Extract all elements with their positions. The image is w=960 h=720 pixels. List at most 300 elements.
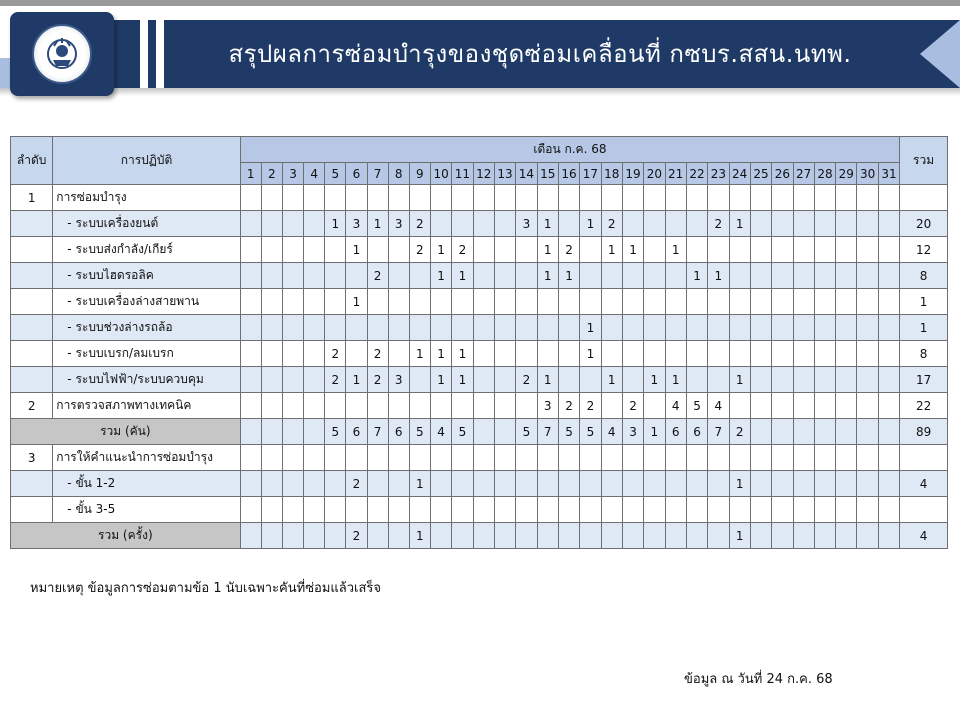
day-cell — [409, 289, 430, 315]
day-cell — [304, 185, 325, 211]
day-cell: 1 — [346, 289, 367, 315]
day-cell: 1 — [537, 263, 558, 289]
day-cell — [473, 367, 494, 393]
day-cell: 1 — [601, 367, 622, 393]
day-cell — [304, 471, 325, 497]
section-row — [11, 393, 948, 419]
day-cell — [430, 393, 451, 419]
day-cell — [665, 185, 686, 211]
day-cell — [304, 523, 325, 549]
day-cell — [558, 289, 579, 315]
day-cell — [836, 497, 857, 523]
day-cell — [516, 341, 537, 367]
day-cell — [494, 237, 515, 263]
day-cell: 1 — [729, 471, 750, 497]
day-cell — [601, 315, 622, 341]
day-cell — [558, 341, 579, 367]
section-row — [11, 445, 948, 471]
day-cell — [516, 393, 537, 419]
day-cell — [367, 445, 388, 471]
day-cell — [729, 341, 750, 367]
day-cell — [388, 185, 409, 211]
day-cell — [622, 289, 643, 315]
day-cell — [409, 185, 430, 211]
day-cell — [325, 471, 346, 497]
day-cell — [814, 263, 835, 289]
day-cell: 1 — [729, 523, 750, 549]
day-cell — [304, 497, 325, 523]
day-cell — [814, 185, 835, 211]
day-cell — [686, 497, 707, 523]
day-cell — [601, 341, 622, 367]
day-cell — [409, 393, 430, 419]
day-cell — [708, 289, 729, 315]
day-cell — [750, 289, 771, 315]
day-cell — [708, 341, 729, 367]
day-cell: 2 — [409, 237, 430, 263]
day-cell — [494, 289, 515, 315]
day-cell — [772, 523, 793, 549]
day-cell — [282, 523, 303, 549]
day-cell — [814, 237, 835, 263]
row-total — [900, 497, 948, 523]
day-cell — [814, 445, 835, 471]
day-header: 1 — [240, 163, 261, 185]
day-cell: 1 — [686, 263, 707, 289]
day-cell — [494, 497, 515, 523]
day-cell: 3 — [346, 211, 367, 237]
day-cell — [261, 393, 282, 419]
day-cell — [750, 497, 771, 523]
day-cell — [878, 263, 899, 289]
day-cell — [430, 185, 451, 211]
day-cell — [836, 445, 857, 471]
day-cell — [452, 185, 473, 211]
day-cell: 2 — [452, 237, 473, 263]
day-header: 27 — [793, 163, 814, 185]
row-number — [11, 367, 53, 393]
day-cell: 1 — [580, 315, 601, 341]
day-header: 23 — [708, 163, 729, 185]
day-cell — [580, 289, 601, 315]
day-cell: 7 — [708, 419, 729, 445]
day-cell — [772, 341, 793, 367]
day-cell — [793, 211, 814, 237]
logo-box — [10, 12, 114, 96]
day-cell: 5 — [452, 419, 473, 445]
day-cell — [857, 471, 878, 497]
day-cell — [240, 289, 261, 315]
day-header: 12 — [473, 163, 494, 185]
day-cell — [473, 393, 494, 419]
day-cell — [686, 523, 707, 549]
day-header: 11 — [452, 163, 473, 185]
day-cell — [240, 367, 261, 393]
day-cell — [346, 393, 367, 419]
day-cell — [686, 211, 707, 237]
day-cell — [772, 289, 793, 315]
day-header: 18 — [601, 163, 622, 185]
day-cell — [325, 185, 346, 211]
row-total: 8 — [900, 263, 948, 289]
day-cell — [473, 289, 494, 315]
table-row — [11, 497, 948, 523]
day-header: 22 — [686, 163, 707, 185]
day-cell — [240, 237, 261, 263]
day-cell — [836, 263, 857, 289]
day-cell: 1 — [409, 471, 430, 497]
day-cell — [836, 315, 857, 341]
day-cell — [601, 523, 622, 549]
day-cell — [686, 367, 707, 393]
day-cell: 3 — [537, 393, 558, 419]
header-task: การปฏิบัติ — [53, 137, 240, 185]
day-cell: 3 — [388, 211, 409, 237]
row-total: 1 — [900, 315, 948, 341]
day-cell — [644, 211, 665, 237]
day-cell — [878, 497, 899, 523]
day-cell — [750, 263, 771, 289]
day-cell — [282, 263, 303, 289]
day-cell: 1 — [558, 263, 579, 289]
day-cell: 1 — [452, 263, 473, 289]
day-cell: 1 — [452, 367, 473, 393]
day-cell — [346, 445, 367, 471]
day-cell — [325, 393, 346, 419]
day-cell: 1 — [367, 211, 388, 237]
day-cell — [644, 341, 665, 367]
day-cell — [473, 497, 494, 523]
day-cell — [729, 393, 750, 419]
row-number: 2 — [11, 393, 53, 419]
day-cell — [494, 445, 515, 471]
day-cell: 2 — [622, 393, 643, 419]
day-cell — [473, 523, 494, 549]
day-cell — [452, 315, 473, 341]
day-cell: 1 — [325, 211, 346, 237]
day-header: 30 — [857, 163, 878, 185]
day-cell — [346, 497, 367, 523]
day-cell — [473, 315, 494, 341]
day-header: 13 — [494, 163, 515, 185]
day-cell — [793, 471, 814, 497]
day-cell — [814, 497, 835, 523]
day-header: 16 — [558, 163, 579, 185]
row-number — [11, 237, 53, 263]
header-month: เดือน ก.ค. 68 — [240, 137, 900, 163]
table-row — [11, 211, 948, 237]
day-cell: 6 — [388, 419, 409, 445]
day-cell: 1 — [430, 263, 451, 289]
day-cell — [708, 445, 729, 471]
repair-summary-table — [10, 136, 948, 549]
day-cell — [750, 445, 771, 471]
day-cell — [558, 523, 579, 549]
day-cell — [494, 263, 515, 289]
day-cell: 1 — [665, 367, 686, 393]
day-cell — [304, 315, 325, 341]
day-cell — [601, 445, 622, 471]
day-cell — [240, 523, 261, 549]
day-cell — [494, 315, 515, 341]
total-row — [11, 523, 948, 549]
day-cell — [430, 523, 451, 549]
day-cell: 2 — [367, 263, 388, 289]
day-cell — [558, 315, 579, 341]
day-cell — [430, 471, 451, 497]
day-cell: 2 — [367, 341, 388, 367]
day-cell — [857, 367, 878, 393]
day-header: 9 — [409, 163, 430, 185]
day-cell — [729, 263, 750, 289]
day-cell — [537, 497, 558, 523]
day-cell — [772, 211, 793, 237]
day-cell — [686, 341, 707, 367]
day-cell — [601, 393, 622, 419]
day-cell — [261, 315, 282, 341]
day-cell — [708, 497, 729, 523]
day-cell — [793, 445, 814, 471]
day-cell — [601, 471, 622, 497]
day-cell — [282, 419, 303, 445]
day-cell — [388, 445, 409, 471]
day-cell — [304, 237, 325, 263]
day-cell — [537, 471, 558, 497]
day-cell: 2 — [346, 471, 367, 497]
day-cell: 2 — [346, 523, 367, 549]
day-cell — [261, 523, 282, 549]
day-cell — [622, 367, 643, 393]
day-cell: 2 — [516, 367, 537, 393]
day-cell — [878, 471, 899, 497]
day-cell — [346, 185, 367, 211]
day-cell — [686, 445, 707, 471]
row-number — [11, 211, 53, 237]
day-cell — [261, 445, 282, 471]
row-total — [900, 185, 948, 211]
day-cell — [857, 289, 878, 315]
header-total: รวม — [900, 137, 948, 185]
day-cell — [494, 341, 515, 367]
day-header: 28 — [814, 163, 835, 185]
day-cell — [836, 289, 857, 315]
row-label: การตรวจสภาพทางเทคนิค — [53, 393, 240, 419]
day-cell — [857, 185, 878, 211]
day-cell — [729, 315, 750, 341]
day-cell: 1 — [430, 367, 451, 393]
day-cell — [240, 419, 261, 445]
day-header: 29 — [836, 163, 857, 185]
day-cell — [665, 471, 686, 497]
day-cell — [367, 237, 388, 263]
day-cell — [686, 315, 707, 341]
day-cell — [325, 315, 346, 341]
day-cell — [772, 263, 793, 289]
day-cell: 1 — [430, 341, 451, 367]
day-cell — [793, 263, 814, 289]
day-cell — [793, 497, 814, 523]
day-cell — [772, 393, 793, 419]
day-cell — [473, 419, 494, 445]
day-cell: 7 — [537, 419, 558, 445]
day-cell: 1 — [644, 419, 665, 445]
row-label: - ขั้น 1-2 — [53, 471, 240, 497]
day-cell — [857, 419, 878, 445]
day-cell — [772, 497, 793, 523]
row-label: - ระบบไฮดรอลิค — [53, 263, 240, 289]
day-cell — [665, 211, 686, 237]
day-cell — [836, 341, 857, 367]
day-cell — [708, 471, 729, 497]
day-cell: 1 — [409, 341, 430, 367]
day-cell — [857, 211, 878, 237]
row-total: 1 — [900, 289, 948, 315]
day-cell — [388, 341, 409, 367]
day-cell: 5 — [580, 419, 601, 445]
day-cell — [665, 263, 686, 289]
day-cell — [729, 289, 750, 315]
day-cell — [367, 497, 388, 523]
day-cell — [878, 393, 899, 419]
day-cell — [304, 211, 325, 237]
day-cell — [388, 393, 409, 419]
day-cell — [388, 315, 409, 341]
day-cell: 4 — [708, 393, 729, 419]
day-cell: 2 — [708, 211, 729, 237]
day-header: 19 — [622, 163, 643, 185]
day-cell — [325, 237, 346, 263]
day-cell — [665, 445, 686, 471]
day-cell — [580, 367, 601, 393]
day-cell — [644, 523, 665, 549]
day-cell — [580, 185, 601, 211]
day-cell — [304, 367, 325, 393]
day-cell — [622, 341, 643, 367]
day-cell: 5 — [516, 419, 537, 445]
day-cell — [537, 341, 558, 367]
day-cell: 1 — [644, 367, 665, 393]
day-cell: 1 — [409, 523, 430, 549]
day-cell — [240, 497, 261, 523]
row-label: การให้คำแนะนำการซ่อมบำรุง — [53, 445, 240, 471]
day-cell — [537, 523, 558, 549]
row-total: 4 — [900, 471, 948, 497]
day-cell — [793, 341, 814, 367]
row-number — [11, 315, 53, 341]
day-cell — [325, 289, 346, 315]
day-cell — [793, 315, 814, 341]
day-cell — [240, 185, 261, 211]
day-cell — [473, 237, 494, 263]
day-cell — [282, 367, 303, 393]
day-cell — [367, 471, 388, 497]
row-number: 1 — [11, 185, 53, 211]
day-cell — [494, 211, 515, 237]
day-cell — [793, 393, 814, 419]
day-cell — [729, 237, 750, 263]
table-row — [11, 471, 948, 497]
day-cell — [836, 211, 857, 237]
day-cell — [388, 497, 409, 523]
table-row — [11, 237, 948, 263]
day-cell — [473, 185, 494, 211]
day-cell — [836, 393, 857, 419]
day-cell — [750, 237, 771, 263]
day-cell — [240, 341, 261, 367]
day-cell — [644, 263, 665, 289]
row-label: - ระบบไฟฟ้า/ระบบควบคุม — [53, 367, 240, 393]
day-cell: 1 — [346, 237, 367, 263]
day-cell — [558, 445, 579, 471]
day-cell — [409, 367, 430, 393]
day-cell — [282, 471, 303, 497]
day-cell — [622, 185, 643, 211]
day-cell — [473, 471, 494, 497]
day-cell — [452, 471, 473, 497]
day-cell — [261, 289, 282, 315]
day-cell — [516, 497, 537, 523]
day-cell — [644, 471, 665, 497]
day-cell — [473, 445, 494, 471]
header-stripe — [140, 20, 148, 88]
day-cell — [878, 523, 899, 549]
day-cell — [601, 185, 622, 211]
footnote: หมายเหตุ ข้อมูลการซ่อมตามข้อ 1 นับเฉพาะคันที่ซ่อมแล้วเสร็จ — [30, 581, 382, 596]
day-cell — [601, 263, 622, 289]
day-cell: 4 — [430, 419, 451, 445]
day-cell — [388, 289, 409, 315]
row-number — [11, 263, 53, 289]
day-cell — [665, 523, 686, 549]
day-cell — [878, 211, 899, 237]
day-cell: 3 — [516, 211, 537, 237]
day-cell — [516, 263, 537, 289]
day-cell — [793, 419, 814, 445]
day-cell — [367, 315, 388, 341]
day-cell — [750, 419, 771, 445]
day-cell — [729, 185, 750, 211]
day-cell — [240, 471, 261, 497]
day-cell — [261, 419, 282, 445]
day-cell — [452, 393, 473, 419]
day-cell — [644, 289, 665, 315]
day-cell — [452, 211, 473, 237]
row-number — [11, 497, 53, 523]
day-cell — [878, 367, 899, 393]
day-cell: 2 — [558, 393, 579, 419]
day-cell — [622, 315, 643, 341]
day-cell — [793, 367, 814, 393]
day-header: 24 — [729, 163, 750, 185]
day-cell — [494, 185, 515, 211]
total-label: รวม (ครั้ง) — [11, 523, 241, 549]
day-cell — [750, 471, 771, 497]
day-cell — [750, 393, 771, 419]
day-cell — [452, 523, 473, 549]
day-cell — [325, 497, 346, 523]
day-cell: 1 — [580, 211, 601, 237]
day-cell — [388, 471, 409, 497]
table-row — [11, 341, 948, 367]
day-cell — [878, 289, 899, 315]
day-cell — [537, 445, 558, 471]
day-cell — [282, 211, 303, 237]
day-cell — [580, 497, 601, 523]
day-cell — [793, 523, 814, 549]
day-cell — [240, 315, 261, 341]
day-cell — [772, 419, 793, 445]
day-cell — [558, 367, 579, 393]
